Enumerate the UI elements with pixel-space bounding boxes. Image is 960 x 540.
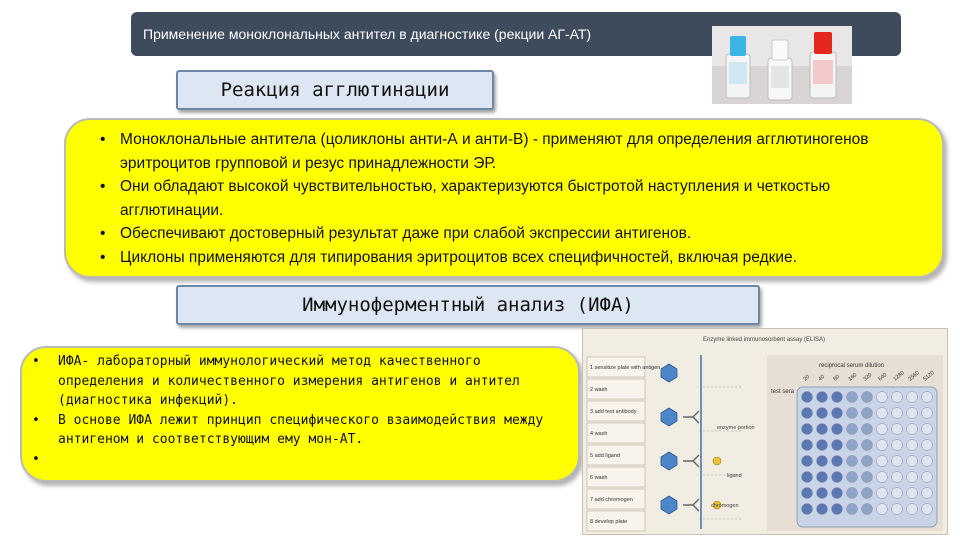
microplate-well (892, 504, 903, 515)
microplate-well (922, 504, 933, 515)
microplate-well (832, 504, 843, 515)
microplate-well (817, 472, 828, 483)
microplate-well (862, 392, 873, 403)
microplate-well (832, 472, 843, 483)
elisa-step-label: 7 add chromogen (590, 497, 633, 503)
microplate-well (907, 488, 918, 499)
microplate-well (877, 504, 888, 515)
dilution-tick: 320 (862, 372, 874, 383)
dilution-tick: 40 (817, 373, 826, 383)
microplate-well (847, 408, 858, 419)
microplate-well (892, 408, 903, 419)
microplate-well (877, 408, 888, 419)
list-item: • Циклоны применяются для типирования эритроцитов всех специфичностей, включая редкие. (88, 246, 932, 270)
microplate-well (877, 488, 888, 499)
microplate-well (832, 424, 843, 435)
elisa-step-label: 6 wash (590, 475, 608, 481)
elisa-step-label: 2 wash (590, 387, 608, 393)
microplate-well (832, 456, 843, 467)
chromogen-label: chromogen (711, 503, 739, 509)
microplate-well (847, 424, 858, 435)
dilution-tick: 160 (847, 372, 859, 383)
microplate-well (877, 472, 888, 483)
microplate-well (907, 472, 918, 483)
microplate-well (922, 456, 933, 467)
microplate-well (862, 440, 873, 451)
dilution-tick: 5120 (922, 370, 936, 383)
elisa-step-label: 3 add test antibody (590, 409, 637, 415)
dilution-label: reciprocal serum dilution (819, 363, 885, 369)
microplate-well (922, 488, 933, 499)
microplate-well (862, 472, 873, 483)
elisa-diagram (582, 328, 948, 535)
list-item: • Они обладают высокой чувствительностью, характеризуются быстротой наступления и четкостью агглютинации. (88, 175, 932, 222)
microplate-well (892, 456, 903, 467)
list-item: • В основе ИФА лежит принцип специфического взаимодействия между антигеном и соответствующим ему мон-АТ. (22, 411, 570, 450)
microplate-well (922, 408, 933, 419)
microplate-well (907, 456, 918, 467)
elisa-heading-text: Иммуноферментный анализ (ИФА) (302, 294, 634, 316)
microplate-well (892, 424, 903, 435)
microplate-well (892, 392, 903, 403)
microplate-well (877, 456, 888, 467)
microplate-well (907, 392, 918, 403)
microplate-well (817, 456, 828, 467)
test-sera-label: test sera (771, 389, 795, 395)
microplate-well (802, 504, 813, 515)
microplate-well (922, 392, 933, 403)
elisa-step-label: 5 add ligand (590, 453, 620, 459)
microplate-well (892, 472, 903, 483)
list-item (22, 450, 570, 469)
microplate-well (817, 440, 828, 451)
microplate-well (802, 424, 813, 435)
agglutination-content-box (64, 118, 944, 278)
microplate-well (892, 440, 903, 451)
microplate-well (802, 456, 813, 467)
microplate-well (847, 392, 858, 403)
agglutination-heading (176, 70, 494, 110)
microplate-well (922, 424, 933, 435)
elisa-step-label: 8 develop plate (590, 519, 628, 525)
dilution-tick: 80 (832, 373, 841, 383)
enzyme-label: enzyme portion (717, 425, 755, 431)
microplate-well (847, 456, 858, 467)
microplate-well (907, 408, 918, 419)
list-item: • ИФА- лабораторный иммунологический метод качественного определения и количественного измерения антигенов и антител (диагностика инфекций). (22, 352, 570, 411)
microplate-well (847, 472, 858, 483)
microplate-well (802, 408, 813, 419)
microplate-well (877, 440, 888, 451)
microplate-well (802, 392, 813, 403)
dilution-tick: 20 (802, 373, 811, 383)
microplate-well (862, 424, 873, 435)
microplate-well (832, 408, 843, 419)
dilution-tick: 1280 (892, 370, 906, 383)
microplate-well (817, 488, 828, 499)
microplate-well (862, 488, 873, 499)
microplate-well (817, 504, 828, 515)
list-item: • Обеспечивают достоверный результат даже при слабой экспрессии антигенов. (88, 222, 932, 246)
dilution-tick: 2560 (907, 370, 921, 383)
microplate-well (817, 392, 828, 403)
microplate-well (922, 440, 933, 451)
list-item: • Моноклональные антитела (цоликлоны анти-А и анти-В) - применяют для определения агглютиногенов эритроцитов групповой и резус принадлежности ЭР. (88, 128, 932, 175)
elisa-step-label: 1 sensitize plate with antigen (590, 365, 661, 371)
microplate-well (802, 488, 813, 499)
ligand-label: ligand (727, 473, 742, 479)
microplate-well (862, 408, 873, 419)
microplate-well (862, 504, 873, 515)
microplate-well (892, 488, 903, 499)
elisa-bullet-list (22, 352, 570, 469)
microplate-well (907, 504, 918, 515)
microplate-well (862, 456, 873, 467)
microplate-well (847, 504, 858, 515)
elisa-content-box (20, 346, 580, 482)
elisa-heading (176, 285, 760, 325)
agglutination-heading-text: Реакция агглютинации (220, 79, 450, 101)
microplate-well (802, 472, 813, 483)
microplate-well (817, 408, 828, 419)
microplate-well (907, 440, 918, 451)
microplate-well (847, 488, 858, 499)
microplate-well (817, 424, 828, 435)
microplate-well (907, 424, 918, 435)
agglutination-bullet-list (88, 128, 932, 269)
elisa-title: Enzyme linked immunosorbent assay (ELISA) (703, 337, 826, 343)
dilution-tick: 640 (877, 372, 889, 383)
microplate-well (877, 424, 888, 435)
reagent-bottles-photo (712, 26, 852, 104)
microplate-well (832, 440, 843, 451)
microplate-well (832, 392, 843, 403)
microplate-well (877, 392, 888, 403)
elisa-step-label: 4 wash (590, 431, 608, 437)
microplate-well (832, 488, 843, 499)
microplate-well (847, 440, 858, 451)
microplate-well (802, 440, 813, 451)
slide-title: Применение моноклональных антител в диагностике (рекции АГ-АТ) (143, 26, 592, 42)
microplate-well (922, 472, 933, 483)
